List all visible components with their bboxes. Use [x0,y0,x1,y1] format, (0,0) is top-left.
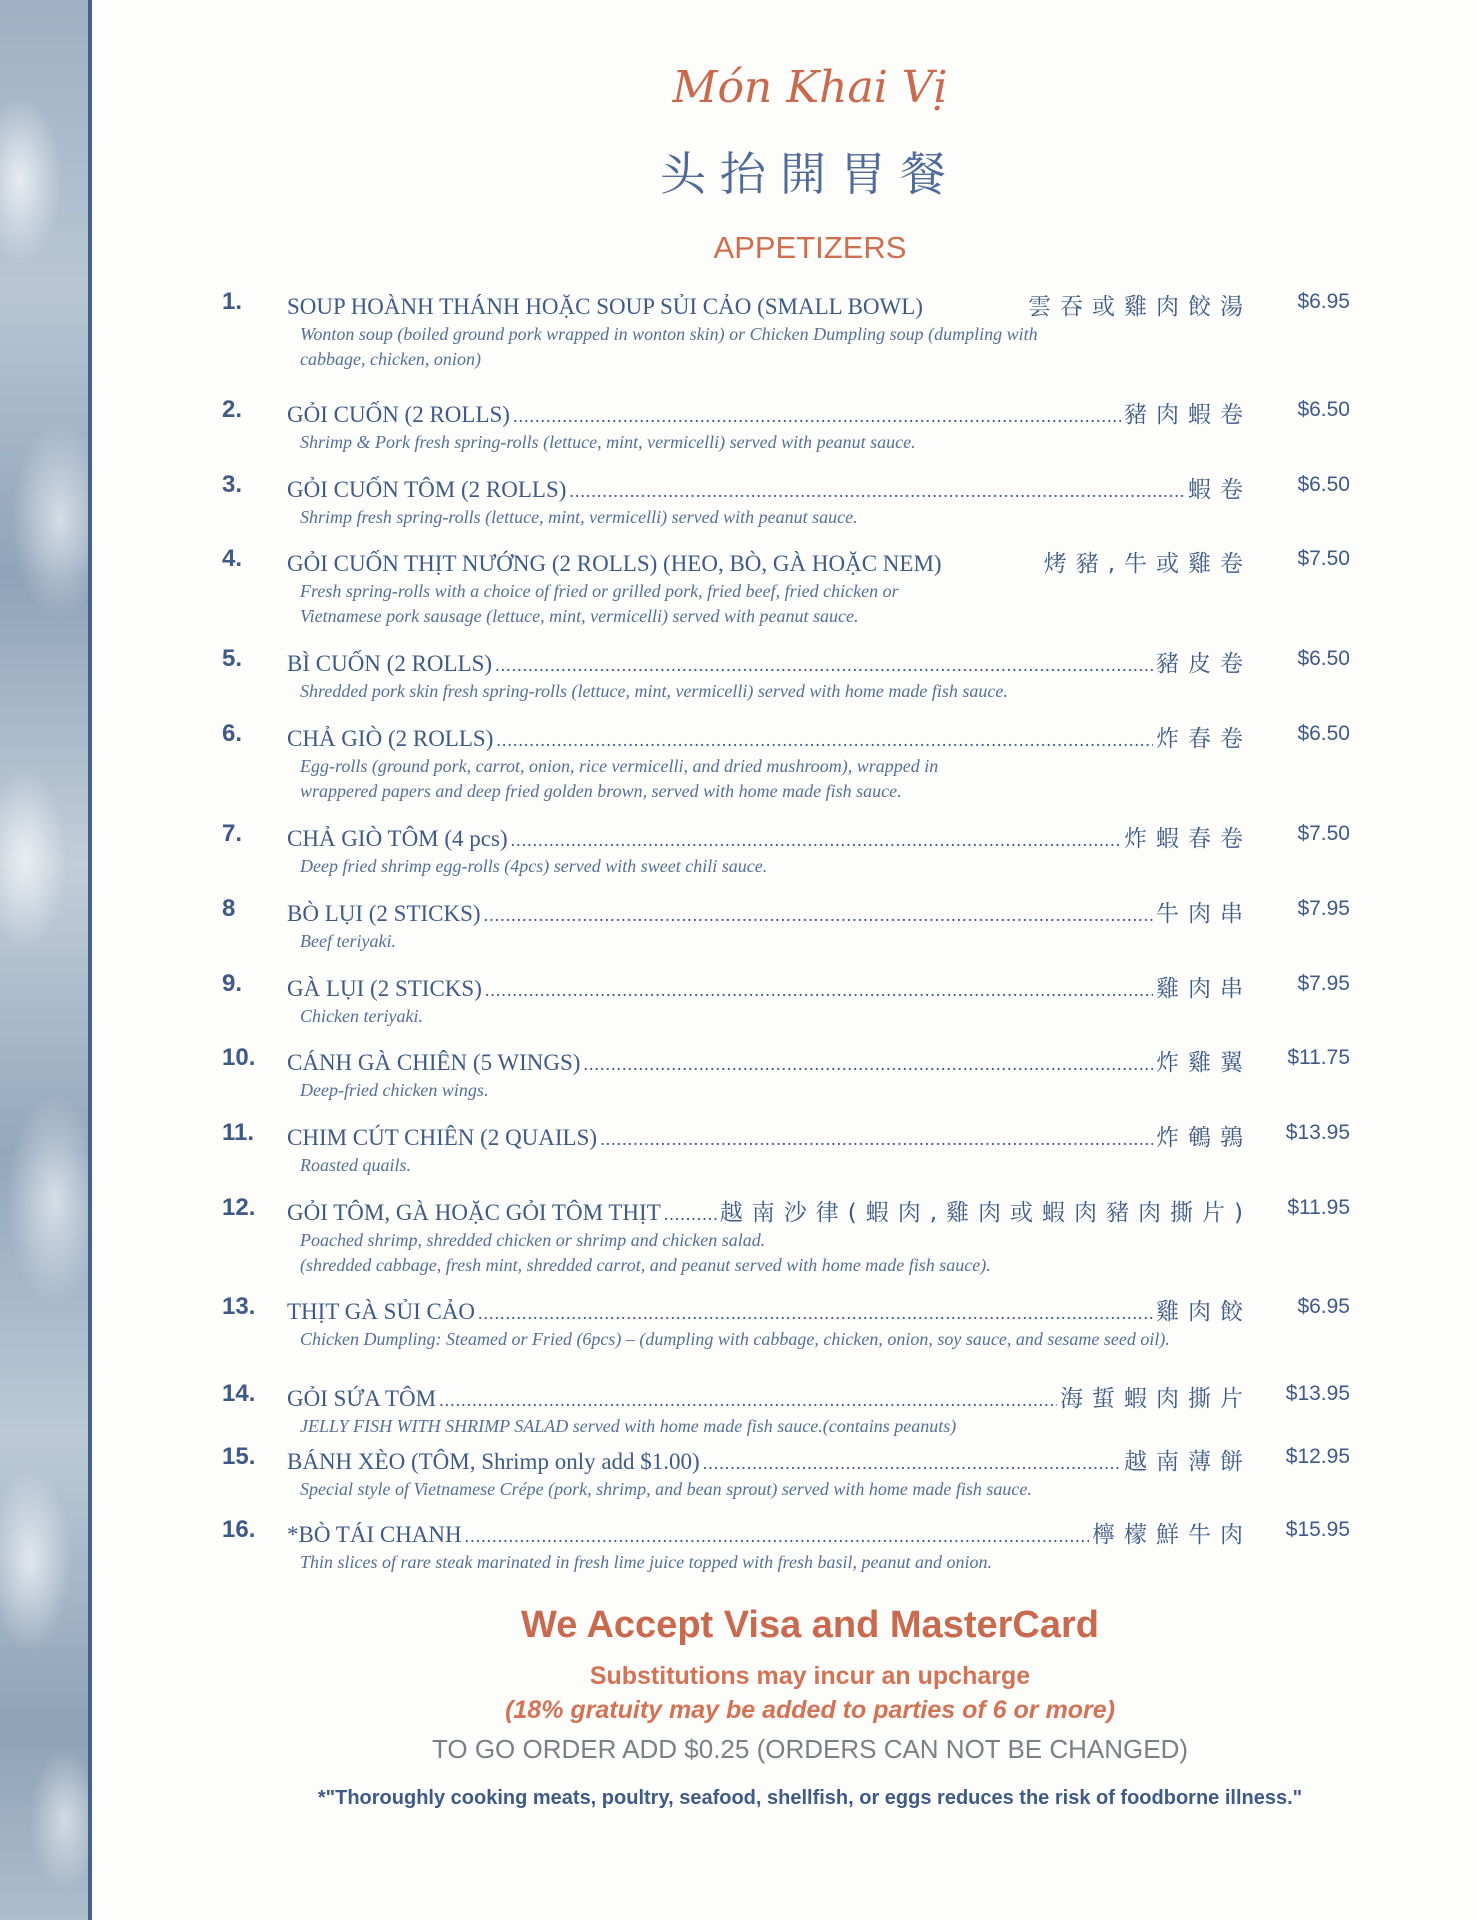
item-name-chinese: 豬皮卷 [1156,651,1252,677]
description-line: Chicken teriyaki. [300,1006,423,1026]
description-line: Special style of Vietnamese Crépe (pork, shrimp, and bean sprout) served with home made fish sauce. [300,1479,1032,1499]
dot-leader [484,905,1153,926]
food-safety-warning: *"Thoroughly cooking meats, poultry, seafood, shellfish, or eggs reduces the risk of foodborne illness." [317,1787,1303,1809]
item-price: $6.50 [1297,722,1350,745]
description-line: Fresh spring-rolls with a choice of fried or grilled pork, fried beef, fried chicken or [300,581,899,601]
item-name-chinese: 炸蝦春卷 [1124,826,1252,852]
description-line: Shredded pork skin fresh spring-rolls (lettuce, mint, vermicelli) served with home made fish sauce. [300,681,1008,701]
item-price: $13.95 [1285,1121,1350,1144]
item-title-line [287,645,1252,677]
item-title-line [287,1380,1252,1412]
item-title-line [287,471,1252,503]
item-price: $6.95 [1297,1295,1350,1318]
section-title: APPETIZERS [713,230,907,265]
item-name: GÀ LỤI (2 STICKS) [287,976,482,1001]
item-title-line [287,1293,1252,1325]
item-description [300,1228,1350,1278]
item-number: 9. [222,970,243,997]
item-name: *BÒ TÁI CHANH [287,1522,462,1547]
item-name-chinese: 豬肉蝦卷 [1124,402,1252,428]
item-name: GỎI TÔM, GÀ HOẶC GỎI TÔM THỊT [287,1200,661,1225]
item-description [300,1153,1350,1178]
dot-leader [664,1204,717,1225]
title-chinese: 头抬開胃餐 [660,147,960,201]
description-line: Wonton soup (boiled ground pork wrapped in wonton skin) or Chicken Dumpling soup (dumpling with [300,324,1038,344]
item-description [300,1477,1350,1502]
dot-leader [478,1303,1153,1324]
dot-leader [569,481,1185,502]
item-description [300,1327,1350,1352]
item-number: 16. [222,1516,256,1543]
item-description [300,1550,1350,1575]
item-title-line [287,545,1252,577]
item-name-chinese: 越南薄餅 [1124,1449,1252,1475]
description-line: Egg-rolls (ground pork, carrot, onion, rice vermicelli, and dried mushroom), wrapped in [300,756,939,776]
item-description [300,322,1350,372]
item-number: 3. [222,471,243,498]
item-price: $6.50 [1297,647,1350,670]
item-title-line [287,1443,1252,1475]
to-go-notice: TO GO ORDER ADD $0.25 (ORDERS CAN NOT BE CHANGED) [431,1734,1189,1764]
item-price: $15.95 [1285,1518,1350,1541]
item-title-line [287,1516,1252,1548]
description-line: Chicken Dumpling: Steamed or Fried (6pcs) – (dumpling with cabbage, chicken, onion, soy sauce, and sesame seed oil). [300,1329,1170,1349]
description-line: Beef teriyaki. [300,931,396,951]
item-price: $12.95 [1285,1445,1350,1468]
dot-leader [703,1453,1121,1474]
item-name-chinese: 檸檬鮮牛肉 [1092,1522,1252,1548]
item-number: 13. [222,1293,256,1320]
item-description [300,854,1350,879]
item-name: GỎI CUỐN (2 ROLLS) [287,402,510,427]
description-line: Thin slices of rare steak marinated in fresh lime juice topped with fresh basil, peanut and onion. [300,1552,992,1572]
item-name: CÁNH GÀ CHIÊN (5 WINGS) [287,1050,581,1075]
dot-leader [465,1526,1089,1547]
item-name-chinese: 炸春卷 [1156,726,1252,752]
item-name-chinese: 炸鵪鶉 [1156,1125,1252,1151]
dot-leader [511,830,1121,851]
item-number: 15. [222,1443,256,1470]
item-name: CHIM CÚT CHIÊN (2 QUAILS) [287,1125,598,1150]
dot-leader [485,980,1153,1001]
item-price: $7.50 [1297,822,1350,845]
item-name: BÒ LỤI (2 STICKS) [287,901,481,926]
item-price: $7.95 [1297,897,1350,920]
item-name: GỎI SỨA TÔM [287,1386,437,1411]
item-name-chinese: 海蜇蝦肉撕片 [1060,1386,1252,1412]
item-number: 4. [222,545,243,572]
title-vietnamese: Món Khai Vị [672,62,948,113]
dot-leader [439,1390,1057,1411]
item-description [300,505,1350,530]
gratuity-notice: (18% gratuity may be added to parties of 6 or more) [505,1696,1115,1724]
description-line: JELLY FISH WITH SHRIMP SALAD served with home made fish sauce.(contains peanuts) [300,1416,957,1436]
description-line: Poached shrimp, shredded chicken or shrimp and chicken salad. [300,1230,766,1250]
item-price: $11.95 [1287,1196,1350,1219]
item-description [300,679,1350,704]
description-line: cabbage, chicken, onion) [300,349,481,369]
item-name: THỊT GÀ SỦI CẢO [287,1299,476,1324]
item-number: 6. [222,720,243,747]
item-name-chinese: 雲吞或雞肉餃湯 [1028,294,1252,320]
item-price: $6.50 [1297,473,1350,496]
description-line: Roasted quails. [300,1155,411,1175]
item-name-chinese: 烤豬,牛或雞卷 [1043,551,1252,577]
item-title-line [287,1194,1252,1226]
item-name-chinese: 牛肉串 [1156,901,1252,927]
item-name: GỎI CUỐN TÔM (2 ROLLS) [287,477,567,502]
item-title-line [287,1044,1252,1076]
dot-leader [496,730,1153,751]
item-number: 7. [222,820,243,847]
item-number: 2. [222,396,243,423]
item-number: 11. [222,1119,255,1146]
dot-leader [600,1129,1153,1150]
dot-leader [495,655,1153,676]
dot-leader [583,1054,1153,1075]
item-title-line [287,288,1252,320]
item-price: $13.95 [1285,1382,1350,1405]
item-description [300,754,1350,804]
item-number: 14. [222,1380,256,1407]
item-price: $7.50 [1297,547,1350,570]
item-name: BÌ CUỐN (2 ROLLS) [287,651,493,676]
item-number: 10. [222,1044,256,1071]
item-number: 8 [222,895,236,922]
item-price: $6.95 [1297,290,1350,313]
item-title-line [287,820,1252,852]
dot-leader [513,406,1121,427]
item-title-line [287,895,1252,927]
item-description [300,929,1350,954]
description-line: Shrimp fresh spring-rolls (lettuce, mint, vermicelli) served with peanut sauce. [300,507,858,527]
item-name: CHẢ GIÒ (2 ROLLS) [287,726,494,751]
item-title-line [287,1119,1252,1151]
payment-notice: We Accept Visa and MasterCard [521,1604,1099,1646]
item-name-chinese: 炸雞翼 [1156,1050,1252,1076]
item-name: SOUP HOÀNH THÁNH HOẶC SOUP SỦI CẢO (SMALL BOWL) [287,294,923,319]
item-title-line [287,396,1252,428]
item-name: BÁNH XÈO (TÔM, Shrimp only add $1.00) [287,1449,700,1474]
item-number: 1. [222,288,243,315]
item-price: $7.95 [1297,972,1350,995]
item-name: GỎI CUỐN THỊT NƯỚNG (2 ROLLS) (HEO, BÒ, GÀ HOẶC NEM) [287,551,942,576]
item-number: 12. [222,1194,256,1221]
item-description [300,1414,1350,1439]
item-price: $6.50 [1297,398,1350,421]
item-description [300,579,1350,629]
item-name: CHẢ GIÒ TÔM (4 pcs) [287,826,508,851]
item-title-line [287,970,1252,1002]
item-name-chinese: 越南沙律(蝦肉,雞肉或蝦肉豬肉撕片) [719,1200,1252,1226]
item-description [300,1004,1350,1029]
description-line: Deep-fried chicken wings. [300,1080,489,1100]
item-title-line [287,720,1252,752]
substitution-notice: Substitutions may incur an upcharge [589,1662,1031,1690]
item-name-chinese: 蝦卷 [1188,477,1252,503]
description-line: (shredded cabbage, fresh mint, shredded carrot, and peanut served with home made fish sauce). [300,1255,991,1275]
description-line: Deep fried shrimp egg-rolls (4pcs) served with sweet chili sauce. [300,856,768,876]
item-name-chinese: 雞肉餃 [1156,1299,1252,1325]
item-description [300,1078,1350,1103]
item-price: $11.75 [1287,1046,1350,1069]
description-line: Shrimp & Pork fresh spring-rolls (lettuce, mint, vermicelli) served with peanut sauce. [300,432,916,452]
item-description [300,430,1350,455]
description-line: Vietnamese pork sausage (lettuce, mint, vermicelli) served with peanut sauce. [300,606,859,626]
item-name-chinese: 雞肉串 [1156,976,1252,1002]
item-number: 5. [222,645,243,672]
description-line: wrappered papers and deep fried golden brown, served with home made fish sauce. [300,781,902,801]
